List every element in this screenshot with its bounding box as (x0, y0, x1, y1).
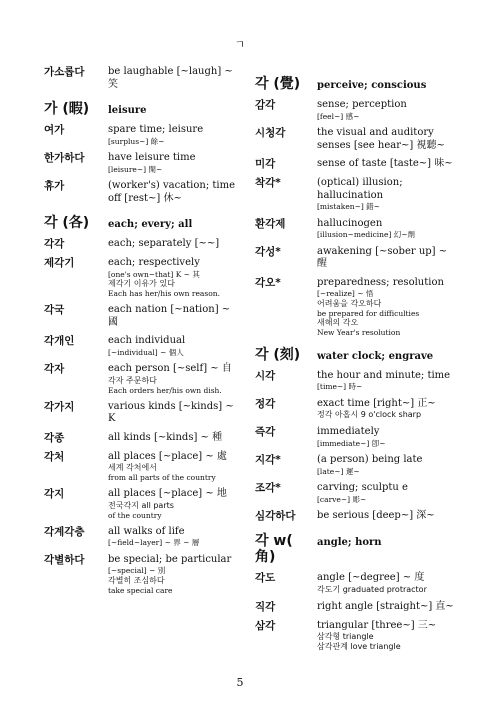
entry-headword: 삼각 (255, 619, 276, 632)
entry-definition (317, 482, 455, 504)
dictionary-entry (44, 152, 236, 174)
section-headword: 각 (各) (44, 215, 90, 231)
dictionary-entry (44, 335, 236, 357)
dictionary-entry (255, 572, 455, 595)
etymology-note: [one's own~that] K ~ 其 (108, 269, 200, 279)
entry-headword: 착각* (255, 177, 281, 189)
definition-line: each nation [~nation] ~ 國 (108, 304, 231, 328)
example-translation: be prepared for difficulties (317, 308, 420, 318)
etymology-note: [time~] 時~ (317, 382, 363, 391)
entry-definition (317, 127, 455, 152)
korean-example: 전국각지 all parts (108, 500, 174, 510)
definition-line: be special; be particular (108, 553, 232, 565)
dictionary-entry (44, 304, 236, 329)
etymology-note: [~realize] ~ 悟 (317, 289, 374, 298)
entry-definition (317, 601, 455, 614)
dictionary-entry (255, 454, 455, 476)
definition-line: carving; sculptu e (317, 482, 408, 493)
dictionary-entry (44, 488, 236, 520)
entry-headword: 각종 (44, 431, 65, 444)
section-heading (255, 347, 455, 363)
definition-line: immediately (317, 426, 380, 437)
example-translation: of the country (108, 510, 162, 520)
etymology-note: [~field~layer] ~ 界 ~ 層 (108, 538, 200, 547)
right-column (255, 66, 455, 658)
section-headword: 각 (覺) (255, 76, 301, 92)
korean-example: 각도기 graduated protractor (317, 584, 427, 594)
section-heading (44, 215, 236, 231)
section-gloss: water clock; engrave (317, 350, 434, 362)
dictionary-entry (44, 66, 236, 91)
entry-headword: 제각기 (44, 257, 75, 269)
definition-line: (optical) illusion; (317, 177, 403, 188)
left-column (44, 66, 236, 601)
entry-headword: 각처 (44, 450, 65, 463)
dictionary-entry (44, 124, 236, 146)
entry-definition (317, 572, 455, 595)
entry-definition (317, 218, 455, 240)
dictionary-entry (255, 620, 455, 653)
entry-definition (108, 451, 236, 483)
dictionary-entry (255, 99, 455, 121)
korean-example: 정각 아홉시 9 o'clock sharp (317, 410, 422, 419)
entry-definition (317, 510, 455, 523)
dictionary-entry (255, 482, 455, 504)
definition-line: each; respectively (108, 257, 200, 268)
definition-line: all kinds [~kinds] ~ 種 (108, 431, 223, 443)
entry-definition (317, 246, 455, 271)
korean-example: 세계 각처에서 (108, 463, 157, 472)
etymology-note: [~individual] ~ 個人 (108, 347, 184, 357)
example-translation: take special care (108, 585, 173, 595)
dictionary-entry (44, 180, 236, 205)
section-headword: 가 (暇) (44, 101, 90, 117)
definition-line: hallucinogen (317, 217, 383, 229)
dictionary-entry (44, 451, 236, 483)
definition-line: (a person) being late (317, 454, 423, 465)
dictionary-entry (255, 277, 455, 337)
entry-headword: 여가 (44, 124, 65, 136)
entry-definition (108, 363, 236, 395)
entry-headword: 각개인 (44, 335, 75, 347)
section-gloss: angle; horn (317, 537, 382, 548)
definition-line: triangular [three~] 三~ (317, 619, 437, 631)
entry-definition (108, 335, 236, 357)
entry-headword: 조각* (255, 482, 281, 494)
etymology-note: [~special] ~ 別 (108, 566, 166, 575)
definition-line: each; separately [~~] (108, 238, 220, 249)
section-gloss: perceive; conscious (317, 80, 427, 91)
etymology-note: [leisure~] 閑~ (108, 164, 163, 174)
definition-line: senses [see hear~] 視聽~ (317, 139, 445, 151)
dictionary-entry (44, 363, 236, 395)
etymology-note: [illusion~medicine] 幻~劑 (317, 230, 416, 239)
entry-headword: 각자 (44, 363, 65, 375)
entry-definition (317, 99, 455, 121)
definition-line: all walks of life (108, 525, 185, 537)
definition-line: exact time [right~] 正~ (317, 397, 436, 409)
page-header-letter: ㄱ (234, 38, 246, 51)
entry-definition (108, 180, 236, 205)
definition-line: angle [~degree] ~ 度 (317, 572, 425, 583)
entry-definition (317, 398, 455, 421)
section-heading (44, 101, 236, 117)
entry-headword: 각성* (255, 245, 281, 258)
example-translation: Each orders her/his own dish. (108, 385, 222, 395)
korean-example: 어려움을 각오하다 (317, 298, 382, 308)
entry-definition (108, 401, 236, 426)
entry-definition (317, 177, 455, 212)
entry-headword: 휴가 (44, 180, 65, 192)
definition-line: each individual (108, 335, 186, 346)
entry-definition (317, 620, 455, 653)
definition-line: spare time; leisure (108, 124, 204, 135)
entry-headword: 미각 (255, 158, 276, 170)
entry-headword: 정각 (255, 397, 276, 410)
korean-example: 새해의 각오 (317, 317, 359, 327)
dictionary-entry (255, 398, 455, 421)
entry-definition (108, 432, 236, 445)
definition-line: all places [~place] ~ 處 (108, 450, 227, 462)
etymology-note: [surplus~] 餘~ (108, 136, 165, 146)
dictionary-entry (255, 370, 455, 392)
section-heading (255, 76, 455, 92)
entry-definition (317, 454, 455, 476)
etymology-note: [mistaken~] 錯~ (317, 202, 380, 211)
entry-definition (108, 304, 236, 329)
dictionary-entry (255, 158, 455, 171)
entry-headword: 심각하다 (255, 510, 296, 522)
entry-headword: 시각 (255, 369, 276, 382)
korean-example: 각별히 조심하다 (108, 575, 165, 585)
etymology-note: [late~] 遲~ (317, 466, 360, 476)
entry-definition (108, 152, 236, 174)
entry-definition (108, 66, 236, 91)
definition-line: right angle [straight~] 直~ (317, 600, 454, 612)
entry-definition (108, 238, 236, 251)
example-translation: New Year's resolution (317, 327, 401, 337)
dictionary-entry (44, 401, 236, 426)
entry-headword: 가소롭다 (44, 66, 85, 78)
example-translation: from all parts of the country (108, 473, 216, 482)
definition-line: preparedness; resolution (317, 276, 444, 288)
korean-example: 제각기 이유가 있다 (108, 279, 175, 288)
definition-line: various kinds [~kinds] ~ K (108, 400, 234, 424)
dictionary-entry (44, 432, 236, 445)
dictionary-entry (44, 554, 236, 595)
section-headword: 각 (刻) (255, 346, 301, 363)
page-number: 5 (236, 676, 244, 689)
entry-headword: 각국 (44, 304, 65, 316)
entry-definition (317, 158, 455, 171)
entry-definition (317, 277, 455, 337)
section-gloss: each; every; all (108, 219, 193, 230)
definition-line: be laughable [~laugh] ~ 笑 (108, 66, 233, 90)
korean-example: 삼각관계 love triangle (317, 642, 401, 651)
entry-headword: 시청각 (255, 127, 286, 139)
entry-headword: 각오* (255, 276, 281, 289)
entry-headword: 각가지 (44, 400, 75, 413)
definition-line: sense of taste [taste~] 味~ (317, 158, 453, 169)
definition-line: all places [~place] ~ 地 (108, 488, 227, 499)
definition-line: each person [~self] ~ 自 (108, 363, 232, 374)
dictionary-entry (255, 426, 455, 448)
etymology-note: [carve~] 彫~ (317, 494, 367, 504)
entry-definition (108, 124, 236, 146)
entry-headword: 즉각 (255, 426, 276, 438)
dictionary-entry (255, 177, 455, 212)
entry-headword: 지각* (255, 454, 281, 466)
entry-headword: 감각 (255, 99, 276, 111)
dictionary-entry (255, 510, 455, 523)
entry-headword: 각각 (44, 238, 65, 250)
entry-headword: 각별하다 (44, 553, 85, 566)
etymology-note: [feel~] 感~ (317, 111, 360, 121)
definition-line: the hour and minute; time (317, 369, 451, 381)
example-translation: Each has her/his own reason. (108, 289, 220, 298)
entry-headword: 한가하다 (44, 152, 85, 164)
definition-line: awakening [~sober up] ~ 醒 (317, 245, 448, 269)
definition-line: have leisure time (108, 152, 196, 163)
entry-headword: 환각제 (255, 217, 286, 230)
korean-example: 삼각형 triangle (317, 632, 374, 641)
entry-definition (108, 554, 236, 595)
entry-definition (317, 426, 455, 448)
entry-definition (108, 488, 236, 520)
dictionary-entry (44, 526, 236, 548)
definition-line: the visual and auditory (317, 127, 434, 138)
entry-headword: 각계각층 (44, 525, 85, 538)
dictionary-entry (44, 257, 236, 298)
definition-line: be serious [deep~] 深~ (317, 510, 435, 521)
dictionary-entry (255, 218, 455, 240)
entry-definition (317, 370, 455, 392)
dictionary-entry (255, 127, 455, 152)
korean-example: 각자 주문하다 (108, 375, 157, 385)
entry-definition (108, 526, 236, 548)
definition-line: hallucination (317, 189, 384, 201)
dictionary-entry (255, 246, 455, 271)
section-headword: 각 w( 角) (255, 533, 293, 565)
definition-line: (worker's) vacation; time (108, 180, 235, 191)
definition-line: sense; perception (317, 99, 407, 110)
dictionary-entry (44, 238, 236, 251)
entry-headword: 각지 (44, 488, 65, 500)
section-gloss: leisure (108, 105, 147, 116)
dictionary-entry (255, 601, 455, 614)
entry-headword: 직각 (255, 600, 276, 613)
entry-definition (108, 257, 236, 298)
entry-headword: 각도 (255, 572, 276, 584)
section-heading (255, 533, 455, 565)
definition-line: off [rest~] 休~ (108, 192, 182, 204)
etymology-note: [immediate~] 卽~ (317, 438, 386, 448)
